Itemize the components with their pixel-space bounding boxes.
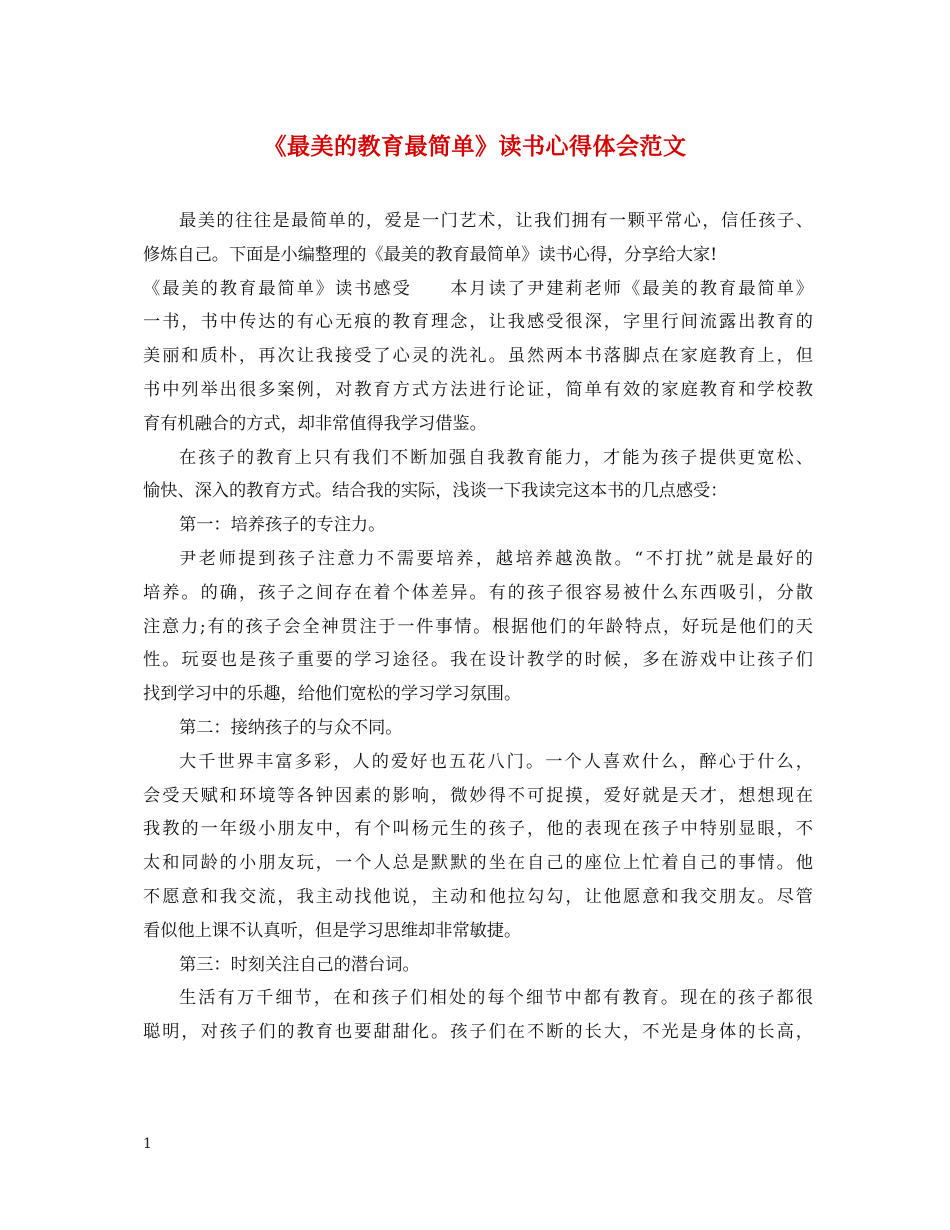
paragraph-line: 注意力;有的孩子会全神贯注于一件事情。根据他们的年龄特点，好玩是他们的天 bbox=[143, 616, 813, 637]
paragraph-line: 太和同龄的小朋友玩，一个人总是默默的坐在自己的座位上忙着自己的事情。他 bbox=[143, 853, 813, 874]
paragraph-line: 修炼自己。下面是小编整理的《最美的教育最简单》读书心得，分享给大家! bbox=[143, 244, 718, 265]
paragraph-line: 生活有万千细节，在和孩子们相处的每个细节中都有教育。现在的孩子都很 bbox=[179, 988, 813, 1009]
paragraph-line: 找到学习中的乐趣，给他们宽松的学习学习氛围。 bbox=[143, 684, 522, 705]
paragraph-line: 聪明，对孩子们的教育也要甜甜化。孩子们在不断的长大，不光是身体的长高， bbox=[143, 1022, 813, 1043]
section-heading: 第三：时刻关注自己的潜台词。 bbox=[179, 954, 420, 975]
paragraph-line: 书中列举出很多案例，对教育方式方法进行论证，简单有效的家庭教育和学校教 bbox=[143, 379, 813, 400]
document-body bbox=[143, 205, 813, 1050]
paragraph-line: 《最美的教育最简单》读书感受 本月读了尹建莉老师《最美的教育最简单》 bbox=[143, 278, 813, 299]
paragraph-line: 大千世界丰富多彩，人的爱好也五花八门。一个人喜欢什么，醉心于什么， bbox=[179, 751, 813, 772]
paragraph-line: 会受天赋和环境等各钟因素的影响，微妙得不可捉摸，爱好就是天才，想想现在 bbox=[143, 785, 813, 806]
paragraph-line: 性。玩耍也是孩子重要的学习途径。我在设计教学的时候，多在游戏中让孩子们 bbox=[143, 650, 813, 671]
section-heading: 第二：接纳孩子的与众不同。 bbox=[179, 717, 403, 738]
paragraph-line: 最美的往往是最简单的，爱是一门艺术，让我们拥有一颗平常心，信任孩子、 bbox=[179, 211, 813, 231]
paragraph-line: 美丽和质朴，再次让我接受了心灵的洗礼。虽然两本书落脚点在家庭教育上，但 bbox=[143, 346, 813, 367]
paragraph-line: 育有机融合的方式，却非常值得我学习借鉴。 bbox=[143, 413, 487, 434]
paragraph-line: 愉快、深入的教育方式。结合我的实际，浅谈一下我读完这本书的几点感受： bbox=[143, 481, 728, 502]
section-heading: 第一：培养孩子的专注力。 bbox=[179, 515, 386, 536]
paragraph-line: 培养。的确，孩子之间存在着个体差异。有的孩子很容易被什么东西吸引，分散 bbox=[143, 582, 813, 603]
page-number: 1 bbox=[143, 1136, 152, 1152]
paragraph-line: 一书，书中传达的有心无痕的教育理念，让我感受很深，字里行间流露出教育的 bbox=[143, 312, 813, 333]
paragraph-line: 不愿意和我交流，我主动找他说，主动和他拉勾勾，让他愿意和我交朋友。尽管 bbox=[143, 886, 813, 907]
document-title: 《最美的教育最简单》读书心得体会范文 bbox=[263, 134, 687, 160]
paragraph-line: 我教的一年级小朋友中，有个叫杨元生的孩子，他的表现在孩子中特别显眼，不 bbox=[143, 819, 813, 840]
paragraph-line: 看似他上课不认真听，但是学习思维却非常敏捷。 bbox=[143, 920, 522, 941]
paragraph-line: 尹老师提到孩子注意力不需要培养，越培养越涣散。“不打扰”就是最好的 bbox=[179, 548, 813, 569]
paragraph-line: 在孩子的教育上只有我们不断加强自我教育能力，才能为孩子提供更宽松、 bbox=[179, 447, 813, 468]
